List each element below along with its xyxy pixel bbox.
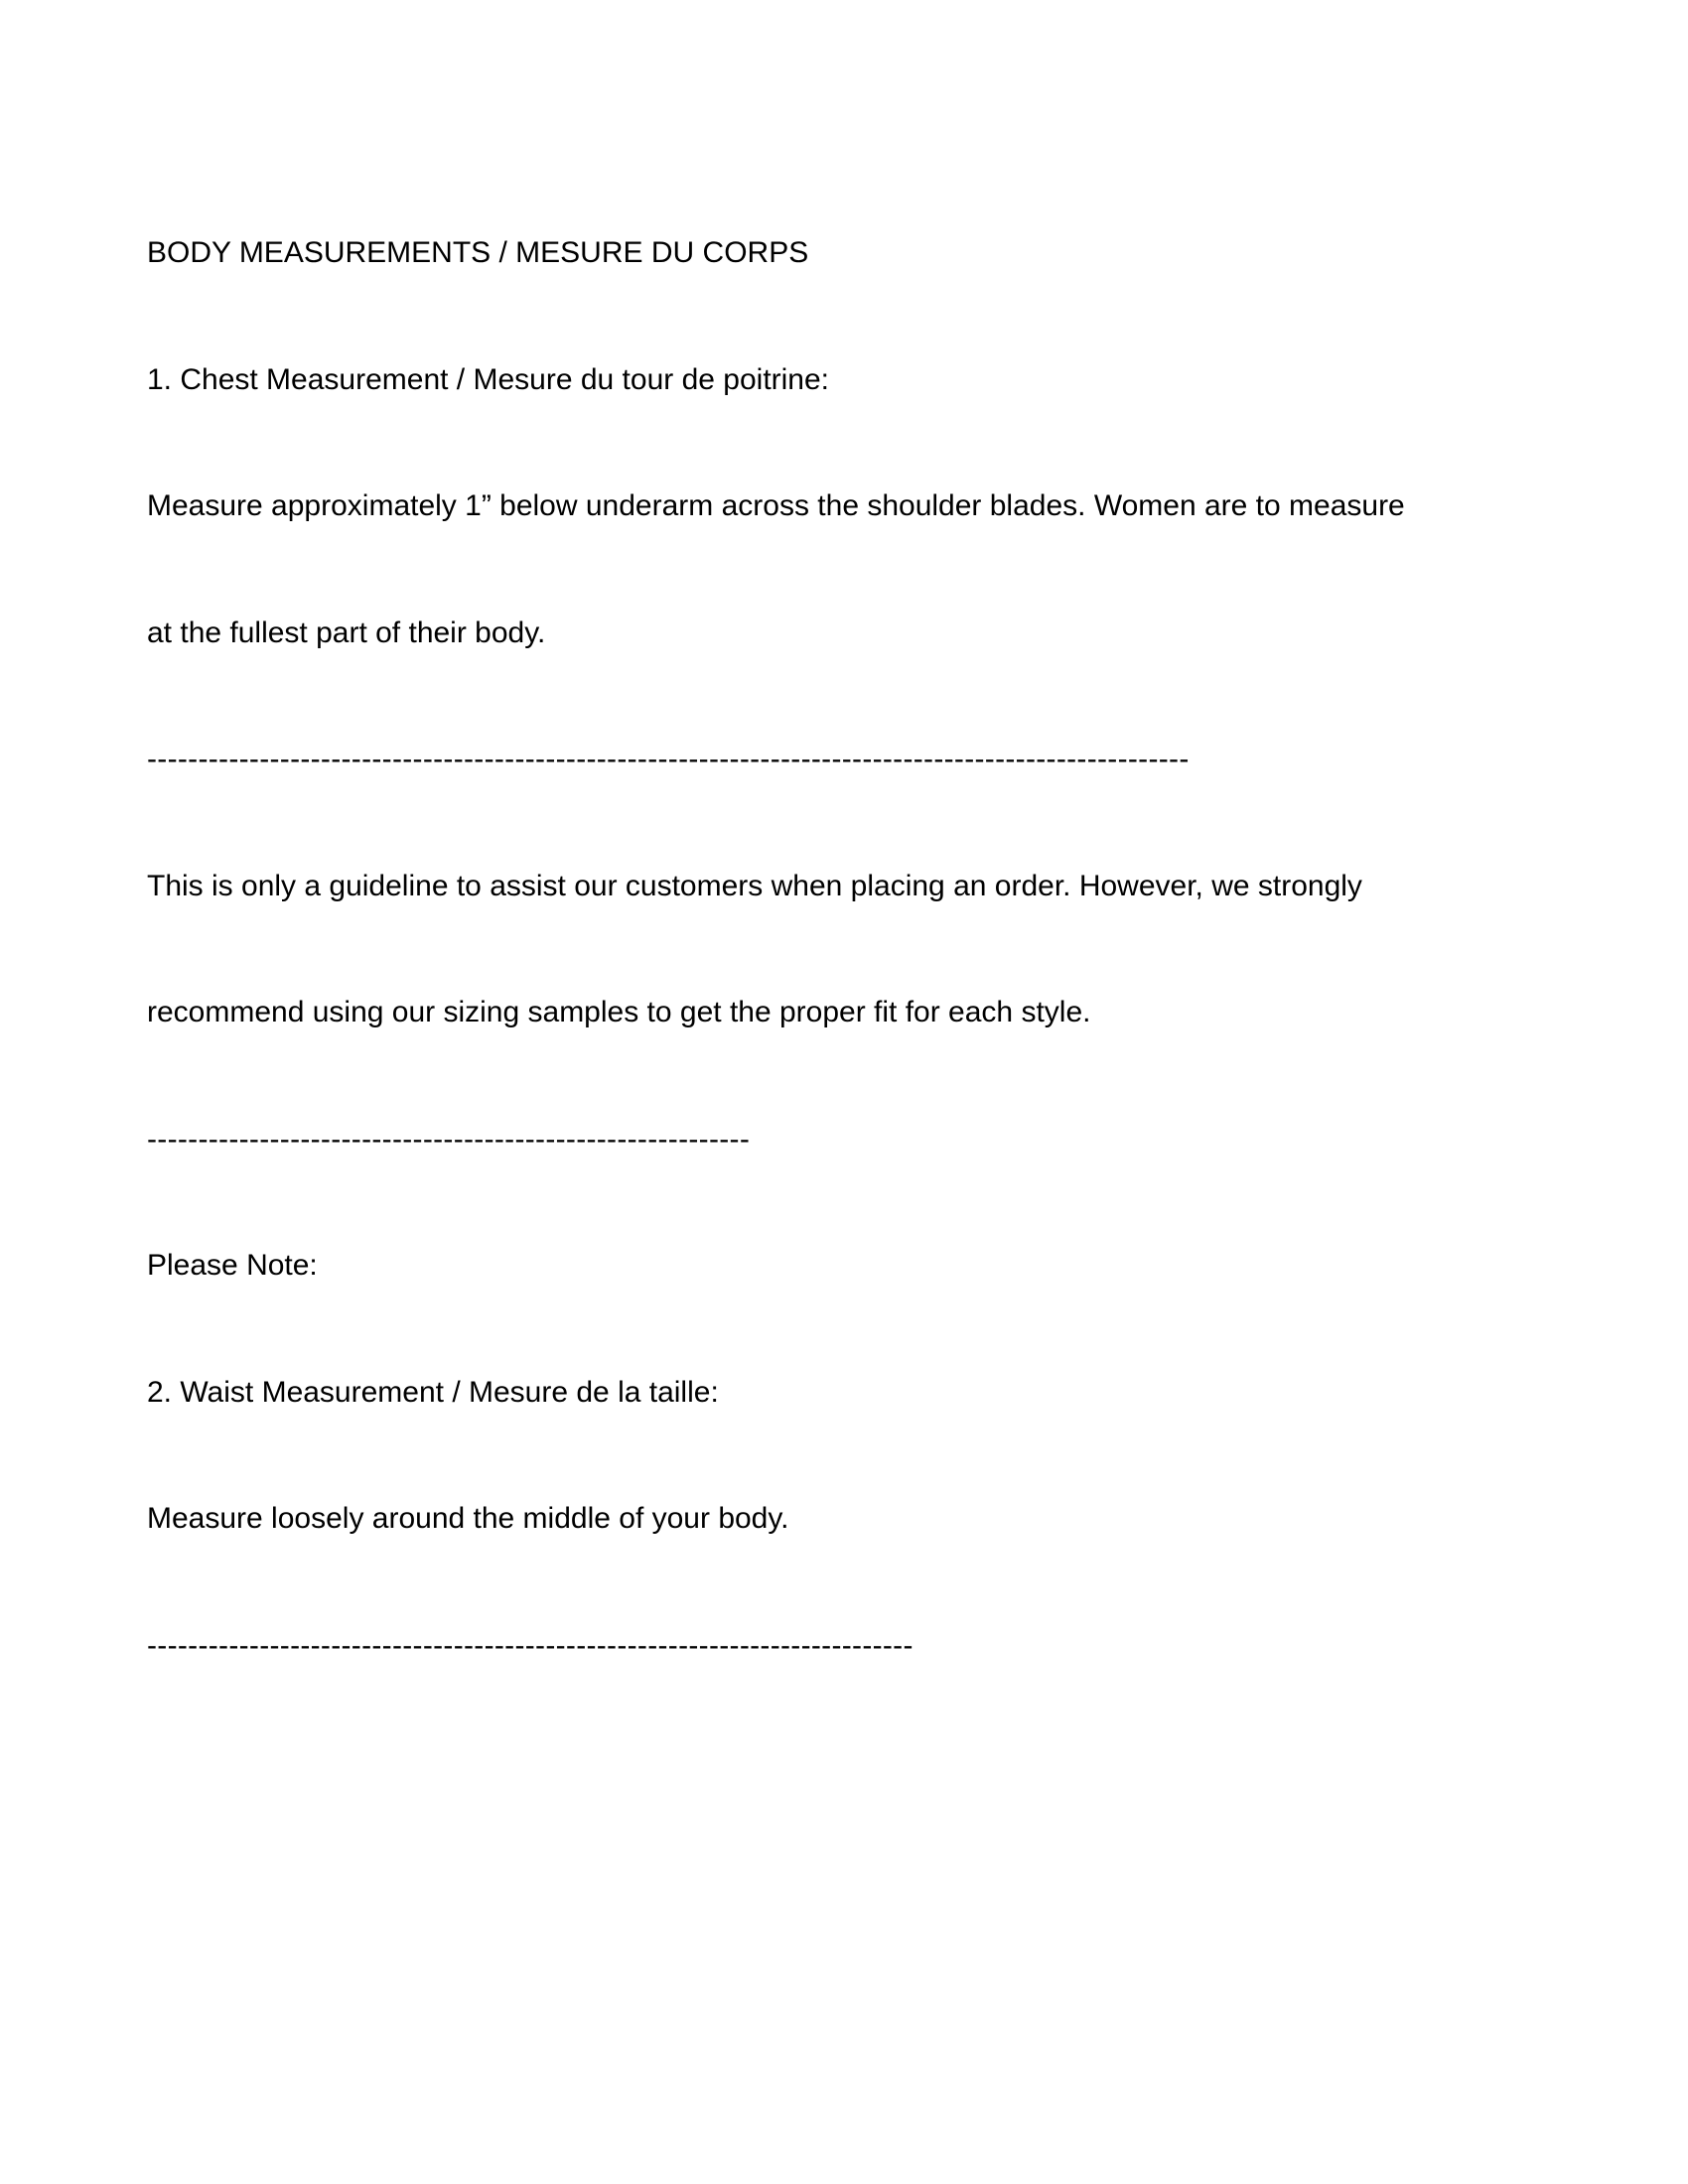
body-text-line: This is only a guideline to assist our customers when placing an order. However, we strongly	[147, 869, 1362, 902]
document-heading: BODY MEASUREMENTS / MESURE DU CORPS	[147, 236, 809, 269]
divider-dashes: ---------------------------------------------------------------------------	[147, 1628, 914, 1662]
body-text-line: Measure approximately 1” below underarm across the shoulder blades. Women are to measure	[147, 489, 1405, 522]
body-text-line: at the fullest part of their body.	[147, 615, 546, 649]
body-text-line: recommend using our sizing samples to get the proper fit for each style.	[147, 996, 1091, 1028]
divider-dashes: ------------------------------------------------------------------------------------------------------	[147, 743, 1190, 775]
list-item-chest-measurement: 1. Chest Measurement / Mesure du tour de poitrine:	[147, 362, 830, 396]
divider-dashes: -----------------------------------------------------------	[147, 1122, 751, 1156]
body-text-line: Measure loosely around the middle of your body.	[147, 1502, 789, 1535]
document-text-block	[147, 148, 1405, 1751]
list-item-waist-measurement: 2. Waist Measurement / Mesure de la taille:	[147, 1375, 719, 1409]
note-label: Please Note:	[147, 1249, 318, 1282]
